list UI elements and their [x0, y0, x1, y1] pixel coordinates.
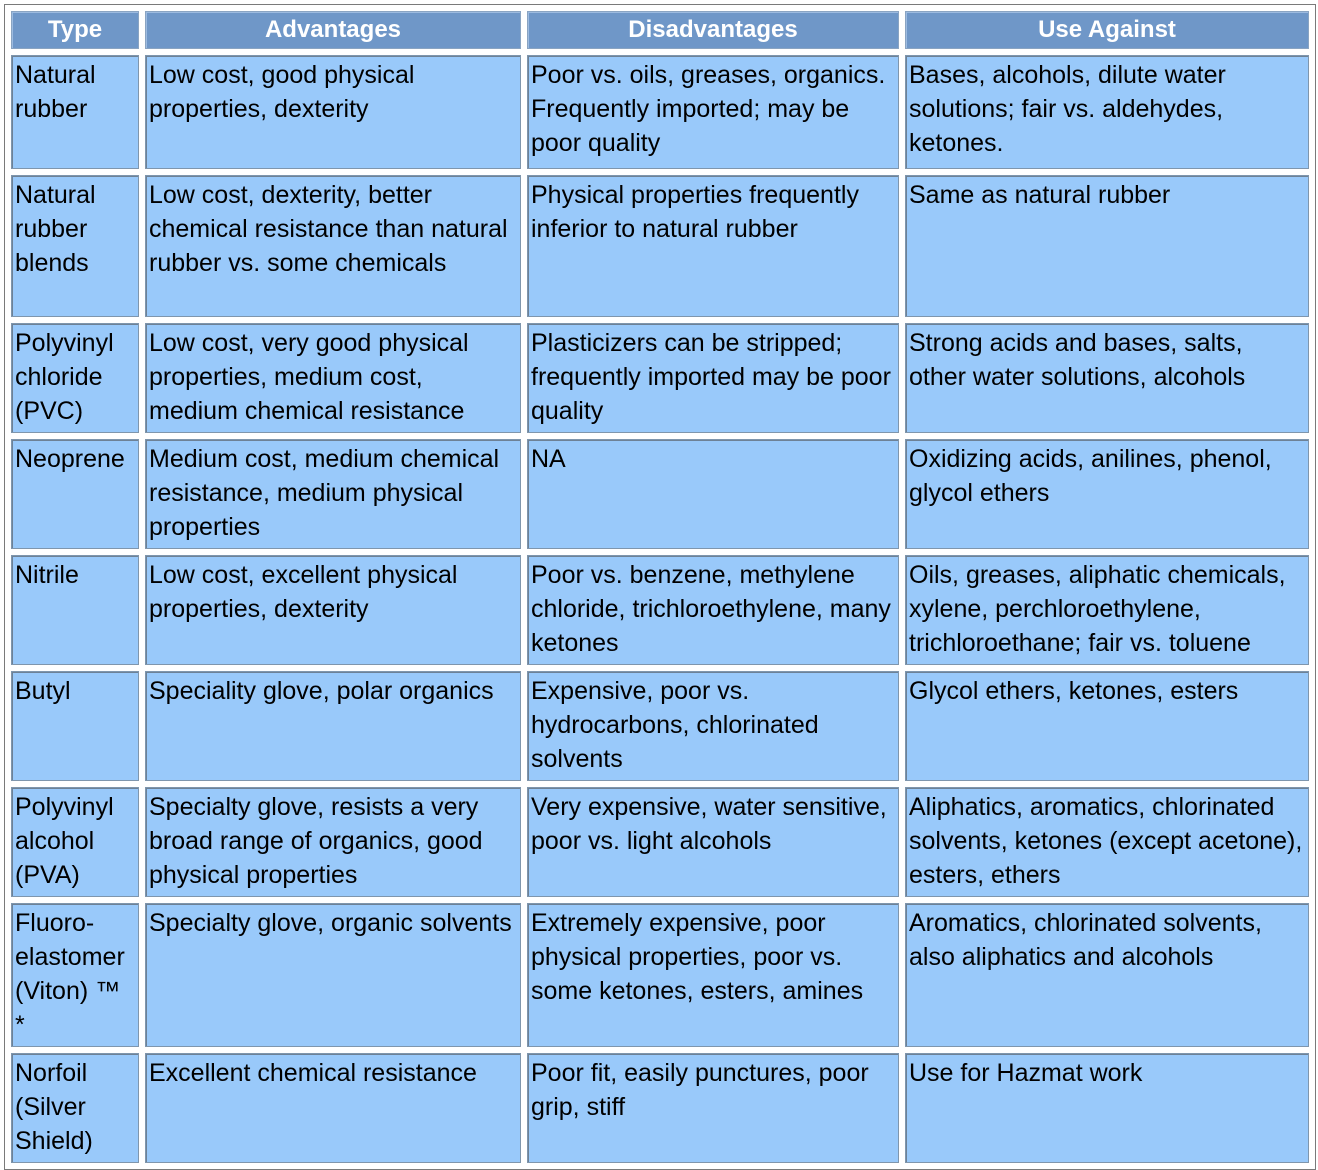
cell-use-against: Strong acids and bases, salts, other water solutions, alcohols	[905, 323, 1309, 433]
cell-use-against: Aliphatics, aromatics, chlorinated solvents, ketones (except acetone), esters, ethers	[905, 787, 1309, 897]
cell-use-against: Use for Hazmat work	[905, 1053, 1309, 1163]
header-disadvantages: Disadvantages	[527, 11, 899, 49]
cell-type: Butyl	[11, 671, 139, 781]
header-advantages: Advantages	[145, 11, 521, 49]
table-row	[11, 323, 1309, 433]
cell-use-against: Glycol ethers, ketones, esters	[905, 671, 1309, 781]
cell-advantages: Medium cost, medium chemical resistance, medium physical properties	[145, 439, 521, 549]
table-row	[11, 1053, 1309, 1163]
cell-advantages: Excellent chemical resistance	[145, 1053, 521, 1163]
cell-type: Neoprene	[11, 439, 139, 549]
header-row	[11, 11, 1309, 49]
table-row	[11, 55, 1309, 169]
cell-disadvantages: Poor vs. oils, greases, organics. Frequently imported; may be poor quality	[527, 55, 899, 169]
cell-use-against: Oxidizing acids, anilines, phenol, glycol ethers	[905, 439, 1309, 549]
cell-advantages: Specialty glove, resists a very broad range of organics, good physical properties	[145, 787, 521, 897]
cell-type: Natural rubber	[11, 55, 139, 169]
cell-disadvantages: Extremely expensive, poor physical properties, poor vs. some ketones, esters, amines	[527, 903, 899, 1047]
table-row	[11, 439, 1309, 549]
cell-use-against: Aromatics, chlorinated solvents, also aliphatics and alcohols	[905, 903, 1309, 1047]
header-type: Type	[11, 11, 139, 49]
cell-disadvantages: Plasticizers can be stripped; frequently imported may be poor quality	[527, 323, 899, 433]
cell-advantages: Specialty glove, organic solvents	[145, 903, 521, 1047]
glove-comparison-table	[4, 4, 1316, 1170]
cell-use-against: Bases, alcohols, dilute water solutions; fair vs. aldehydes, ketones.	[905, 55, 1309, 169]
table-row	[11, 175, 1309, 317]
cell-disadvantages: Poor vs. benzene, methylene chloride, trichloroethylene, many ketones	[527, 555, 899, 665]
cell-disadvantages: Expensive, poor vs. hydrocarbons, chlorinated solvents	[527, 671, 899, 781]
cell-type: Polyvinyl alcohol (PVA)	[11, 787, 139, 897]
cell-type: Fluoro-elastomer (Viton) ™ *	[11, 903, 139, 1047]
cell-type: Nitrile	[11, 555, 139, 665]
cell-type: Polyvinyl chloride (PVC)	[11, 323, 139, 433]
cell-disadvantages: NA	[527, 439, 899, 549]
table-row	[11, 787, 1309, 897]
cell-type: Natural rubber blends	[11, 175, 139, 317]
cell-advantages: Low cost, good physical properties, dexterity	[145, 55, 521, 169]
cell-use-against: Same as natural rubber	[905, 175, 1309, 317]
cell-disadvantages: Physical properties frequently inferior to natural rubber	[527, 175, 899, 317]
cell-advantages: Low cost, excellent physical properties, dexterity	[145, 555, 521, 665]
cell-disadvantages: Very expensive, water sensitive, poor vs. light alcohols	[527, 787, 899, 897]
cell-disadvantages: Poor fit, easily punctures, poor grip, stiff	[527, 1053, 899, 1163]
cell-type: Norfoil (Silver Shield)	[11, 1053, 139, 1163]
table-row	[11, 903, 1309, 1047]
cell-use-against: Oils, greases, aliphatic chemicals, xylene, perchloroethylene, trichloroethane; fair vs. toluene	[905, 555, 1309, 665]
table-row	[11, 555, 1309, 665]
table-row	[11, 671, 1309, 781]
cell-advantages: Speciality glove, polar organics	[145, 671, 521, 781]
cell-advantages: Low cost, dexterity, better chemical resistance than natural rubber vs. some chemicals	[145, 175, 521, 317]
header-use-against: Use Against	[905, 11, 1309, 49]
cell-advantages: Low cost, very good physical properties, medium cost, medium chemical resistance	[145, 323, 521, 433]
